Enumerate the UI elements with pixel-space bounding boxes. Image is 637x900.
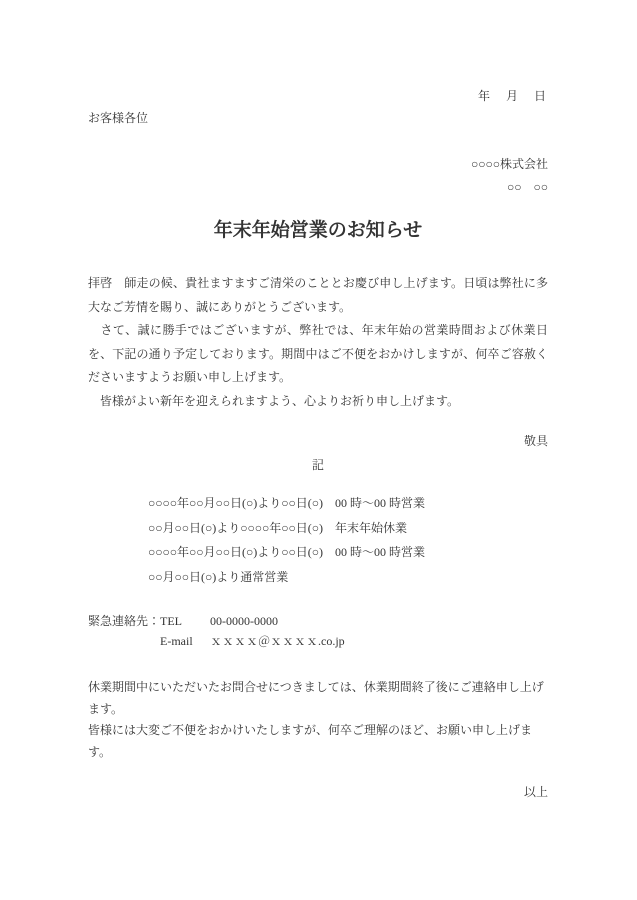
date-line: 年 月 日 <box>477 89 548 103</box>
emergency-contact-label: 緊急連絡先： <box>88 614 161 628</box>
schedule-item <box>148 540 548 565</box>
contact-label-spacer <box>88 632 160 652</box>
email-label: E-mail <box>160 633 193 648</box>
company-name: ○○○○株式会社 <box>471 157 548 171</box>
record-marker: 記 <box>311 457 324 472</box>
schedule-date: ○○月○○日(○)より○○○○年○○日(○) <box>148 520 323 535</box>
notes <box>88 677 548 763</box>
schedule-status: 00 時～00 時営業 <box>334 496 425 510</box>
note-paragraph: 皆様には大変ご不便をおかけいたしますが、何卒ご理解のほど、お願い申し上げます。 <box>88 723 533 759</box>
recipient: お客様各位 <box>88 111 149 125</box>
schedule-status: 年末年始休業 <box>334 520 407 535</box>
emergency-contact <box>88 612 548 651</box>
schedule-item <box>148 491 548 516</box>
schedule-list <box>148 491 548 589</box>
wish-paragraph: 皆様がよい新年を迎えられますよう、心よりお祈り申し上げます。 <box>88 393 460 408</box>
note-paragraph: 休業期間中にいただいたお問合せにつきましては、休業期間終了後にご連絡申し上げます。 <box>88 680 544 716</box>
closing-word: 敬具 <box>523 434 548 448</box>
schedule-date: ○○○○年○○月○○日(○)より○○日(○) <box>148 545 323 559</box>
tel-label: TEL <box>160 614 182 628</box>
sender-name: ○○ ○○ <box>507 180 548 194</box>
schedule-date: ○○○○年○○月○○日(○)より○○日(○) <box>148 496 323 510</box>
end-marker: 以上 <box>523 785 548 799</box>
document-title: 年末年始営業のお知らせ <box>213 220 423 241</box>
email-value: ｘｘｘｘ＠ｘｘｘｘ.co.jp <box>210 633 345 648</box>
schedule-status: 00 時～00 時営業 <box>334 545 425 559</box>
schedule-item <box>148 516 548 541</box>
schedule-date: ○○月○○日(○)より通常営業 <box>148 569 289 584</box>
body-paragraph: さて、誠に勝手ではございますが、弊社では、年末年始の営業時間および休業日を、下記の通り予定しております。期間中はご不便をおかけしますが、何卒ご容赦くださいますようお願い申し上げます。 <box>88 323 548 384</box>
tel-value: 00-0000-0000 <box>210 614 278 628</box>
greeting-paragraph: 拝啓 師走の候、貴社ますますご清栄のこととお慶び申し上げます。日頃は弊社に多大なご芳情を賜り、誠にありがとうございます。 <box>88 276 548 314</box>
schedule-item <box>148 565 548 590</box>
body-paragraphs <box>88 272 548 413</box>
